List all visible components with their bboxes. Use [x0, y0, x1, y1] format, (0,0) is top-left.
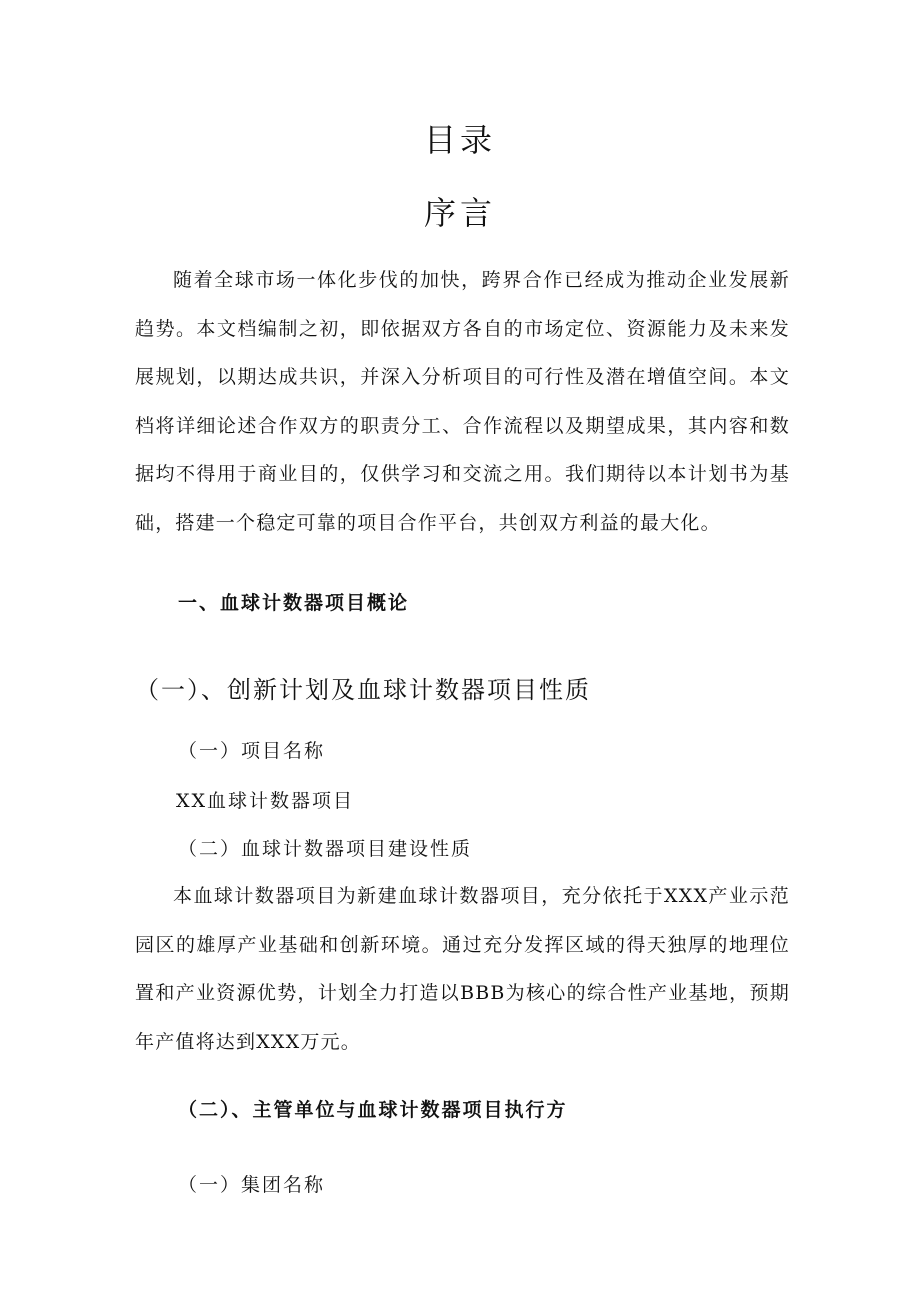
subsection-1-heading: （一）、创新计划及血球计数器项目性质: [135, 676, 591, 704]
section-1-heading: 一、血球计数器项目概论: [178, 592, 410, 614]
preface-paragraph: 随着全球市场一体化步伐的加快，跨界合作已经成为推动企业发展新趋势。本文档编制之初，即依据双方各自的市场定位、资源能力及未来发展规划，以期达成共识，并深入分析项目的可行性及潜在增值空间。本文档将详细论述合作双方的职责分工、合作流程以及期望成果，其内容和数据均不得用于商业目的，仅供学习和交流之用。我们期待以本计划书为基础，搭建一个稳定可靠的项目合作平台，共创双方利益的最大化。: [135, 269, 790, 534]
project-nature-paragraph: 本血球计数器项目为新建血球计数器项目，充分依托于XXX产业示范园区的雄厚产业基础和创新环境。通过充分发挥区域的得天独厚的地理位置和产业资源优势，计划全力打造以BBB为核心的综合性产业基地，预期年产值将达到XXX万元。: [135, 885, 790, 1053]
toc-title: 目录: [423, 121, 496, 159]
subsection-2-heading: （二）、主管单位与血球计数器项目执行方: [178, 1099, 568, 1121]
item-project-nature-label: （二）血球计数器项目建设性质: [178, 838, 473, 860]
item-project-name-label: （一）项目名称: [178, 740, 326, 762]
item-group-name-label: （一）集团名称: [178, 1174, 326, 1196]
item-project-name-value: XX血球计数器项目: [176, 790, 355, 812]
preface-title: 序言: [423, 194, 496, 232]
